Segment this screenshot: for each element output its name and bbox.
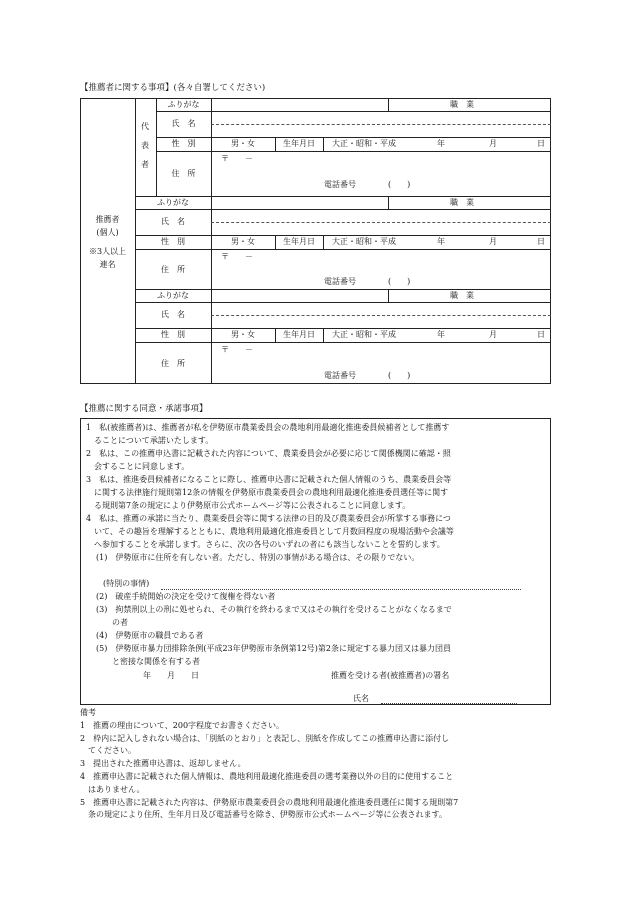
postal-code: 〒 － <box>221 345 253 354</box>
furigana-separator <box>211 124 551 125</box>
divider <box>388 196 389 209</box>
gender-label: 性 別 <box>171 139 196 148</box>
signature-date: 年 月 日 <box>143 671 199 680</box>
furigana-separator <box>211 315 551 316</box>
remark-5-cont: 条の規定により住所、生年月日及び電話番号を除き、伊勢原市公式ホームページ等に公表されます。 <box>80 810 447 819</box>
year-label: 年 <box>437 237 445 246</box>
special-circumstances-line <box>161 589 521 590</box>
phone-label: 電話番号 <box>324 277 356 286</box>
month-label: 月 <box>489 237 497 246</box>
furigana-label: ふりがな <box>157 198 189 207</box>
consent-item-3-cont: る規則第7条の規定により伊勢原市公式ホームページ等に公表されることに同意します。 <box>86 501 411 510</box>
day-label: 日 <box>537 139 545 148</box>
divider <box>156 111 551 112</box>
era-options: 大正・昭和・平成 <box>332 330 396 339</box>
gender-label: 性 別 <box>161 330 185 339</box>
divider <box>135 342 551 343</box>
sub-item-5-cont: と密接な関係を有する者 <box>96 657 200 666</box>
remark-4: 4 推薦申込書に記載された個人情報は、農地利用最適化推進委員の選考業務以外の目的に使用すること <box>80 772 454 781</box>
divider <box>135 209 551 210</box>
divider <box>388 98 389 111</box>
month-label: 月 <box>489 330 497 339</box>
divider <box>135 196 551 197</box>
remark-5: 5 推薦申込書に記載された内容は、伊勢原市農業委員会の農地利用最適化推進委員選任に関する規則第7 <box>80 798 459 807</box>
consent-item-3-cont: に関する法律施行規則第12条の情報を伊勢原市農業委員会の農地利用最適化推進委員選任等に関す <box>86 488 449 497</box>
sub-item-3-cont: の者 <box>96 618 128 627</box>
divider <box>323 235 324 249</box>
recommender-label: 推薦者 (個人) ※3人以上 連名 <box>88 215 127 269</box>
month-label: 月 <box>489 139 497 148</box>
remark-2-cont: てください。 <box>80 746 136 755</box>
phone-parens: ( ) <box>388 277 411 286</box>
remark-1: 1 推薦の理由について、200字程度でお書きください。 <box>80 721 285 730</box>
remark-4-cont: はありません。 <box>80 785 145 794</box>
consent-item-4-cont: へ参加することを承諾します。さらに、次の各号のいずれの者にも該当しないことを誓約します。 <box>86 540 445 549</box>
era-options: 大正・昭和・平成 <box>332 237 396 246</box>
day-label: 日 <box>537 330 545 339</box>
name-label: 氏 名 <box>161 217 185 226</box>
divider <box>135 235 551 236</box>
section2-title: 【推薦に関する同意・承諾事項】 <box>80 404 208 414</box>
signature-label: 推薦を受ける者(被推薦者)の署名 <box>331 671 450 680</box>
special-circumstances-label: (特別の事情) <box>103 579 150 588</box>
signature-name-label: 氏名 <box>353 694 369 703</box>
address-label: 住 所 <box>161 265 185 274</box>
phone-label: 電話番号 <box>324 371 356 380</box>
consent-item-1-cont: ることについて承諾いたします。 <box>86 436 214 445</box>
divider <box>388 289 389 302</box>
divider <box>156 137 551 138</box>
divider <box>135 289 551 290</box>
divider <box>156 151 551 152</box>
sub-item-2: (2) 破産手続開始の決定を受けて復権を得ない者 <box>96 592 276 601</box>
divider <box>323 328 324 342</box>
gender-value: 男・女 <box>231 237 255 246</box>
consent-item-2: 2 私は、この推薦申込書に記載された内容について、農業委員会が必要に応じて関係機関に確認・照 <box>86 449 451 458</box>
divider <box>323 137 324 151</box>
address-label: 住 所 <box>171 169 196 178</box>
consent-item-2-cont: 会することに同意します。 <box>86 462 190 471</box>
furigana-separator <box>211 222 551 223</box>
name-label: 氏 名 <box>171 119 196 128</box>
name-label: 氏 名 <box>161 310 185 319</box>
postal-code: 〒 － <box>221 154 253 163</box>
consent-box <box>80 418 551 705</box>
remarks-title: 備考 <box>80 708 96 717</box>
divider <box>135 249 551 250</box>
divider <box>135 328 551 329</box>
day-label: 日 <box>537 237 545 246</box>
phone-parens: ( ) <box>388 371 411 380</box>
gender-label: 性 別 <box>161 237 185 246</box>
occupation-label: 職 業 <box>450 100 474 109</box>
section1-title: 【推薦者に関する事項】(各々自署してください) <box>80 83 266 93</box>
sub-item-5: (5) 伊勢原市暴力団排除条例(平成23年伊勢原市条例第12号)第2条に規定する暴力団又は暴力団員 <box>96 644 452 653</box>
furigana-label: ふりがな <box>157 291 189 300</box>
sub-item-1: (1) 伊勢原市に住所を有しない者。ただし、特別の事情がある場合は、その限りでない。 <box>96 553 420 562</box>
occupation-label: 職 業 <box>450 291 474 300</box>
divider <box>135 302 551 303</box>
address-label: 住 所 <box>161 359 185 368</box>
birthdate-label: 生年月日 <box>283 330 315 339</box>
year-label: 年 <box>437 330 445 339</box>
birthdate-label: 生年月日 <box>283 139 315 148</box>
gender-value: 男・女 <box>231 139 255 148</box>
sub-item-4: (4) 伊勢原市の職員である者 <box>96 631 204 640</box>
furigana-label: ふりがな <box>167 100 200 109</box>
postal-code: 〒 － <box>221 252 253 261</box>
consent-item-4: 4 私は、推薦の承諾に当たり、農業委員会等に関する法律の目的及び農業委員会が所掌する事務につ <box>86 514 451 523</box>
birthdate-label: 生年月日 <box>283 237 315 246</box>
occupation-label: 職 業 <box>450 198 474 207</box>
gender-value: 男・女 <box>231 330 255 339</box>
signature-name-line <box>381 703 517 704</box>
remark-3: 3 提出された推薦申込書は、返却しません。 <box>80 759 246 768</box>
consent-item-4-cont: いて、その趣旨を理解するとともに、農地利用最適化推進委員として月数回程度の現場活動や会議等 <box>86 527 454 536</box>
representative-label: 代 表 者 <box>141 122 149 169</box>
remark-2: 2 枠内に記入しきれない場合は、「別紙のとおり」と表記し、別紙を作成してこの推薦申込書に添付し <box>80 734 450 743</box>
consent-item-3: 3 私は、推進委員候補者になることに際し、推薦申込書に記載された個人情報のうち、農業委員会等 <box>86 475 452 484</box>
sub-item-3: (3) 拘禁刑以上の刑に処せられ、その執行を終わるまで又はその執行を受けることがなくなるまで <box>96 605 452 614</box>
era-options: 大正・昭和・平成 <box>332 139 396 148</box>
phone-parens: ( ) <box>388 180 411 189</box>
year-label: 年 <box>437 139 445 148</box>
consent-item-1: 1 私(被推薦者)は、推薦者が私を伊勢原市農業委員会の農地利用最適化推進委員候補者として推薦す <box>86 423 450 432</box>
phone-label: 電話番号 <box>324 180 356 189</box>
